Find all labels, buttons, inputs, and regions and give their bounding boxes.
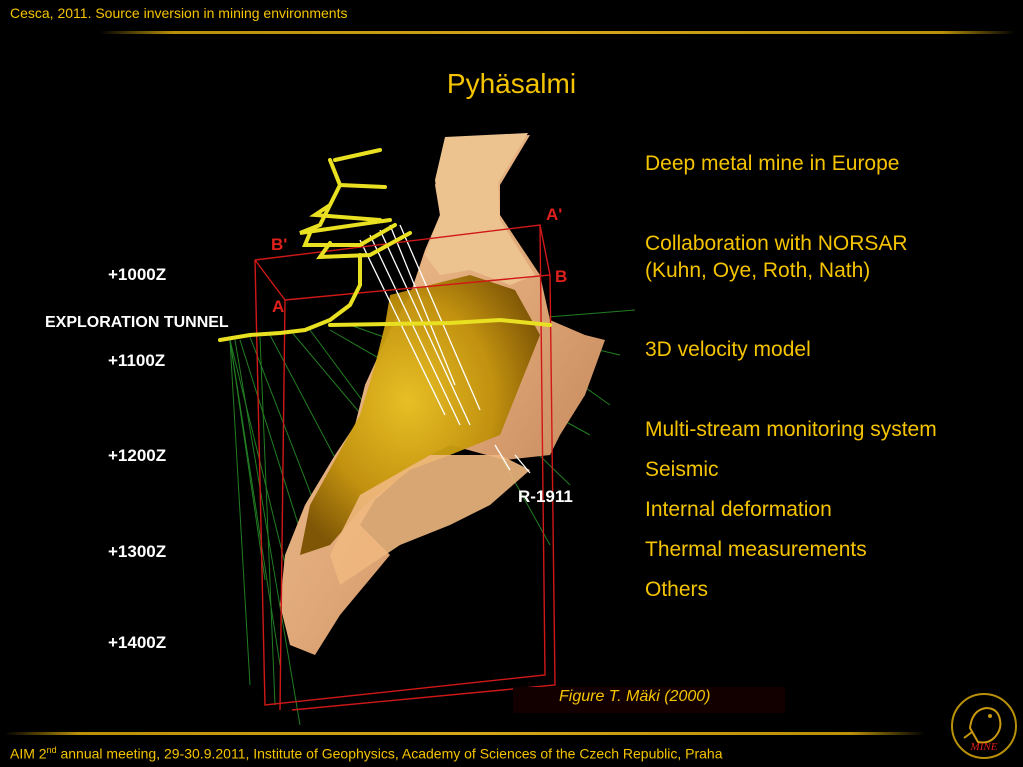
page-title: Pyhäsalmi [446,68,577,99]
bullet-item: Others [645,578,709,601]
footer-rest: annual meeting, 29-30.9.2011, Institute of Geophysics, Academy of Sciences of the Czech Republic, Praha [56,745,723,762]
ore-body-upper [425,133,535,285]
bullet-item: (Kuhn, Oye, Roth, Nath) [645,259,871,282]
bullet-item: Thermal measurements [645,538,867,561]
bird-logo-icon [950,692,1018,760]
bullet-item: Seismic [645,458,719,481]
depth-label-1300: +1300Z [108,542,167,561]
bullet-item: Deep metal mine in Europe [645,152,900,175]
bullet-item: Collaboration with NORSAR [645,232,908,255]
depth-label-1400: +1400Z [108,633,167,652]
section-label-b-prime: B' [271,235,288,254]
header-rule [100,31,1015,34]
figure-caption-text: Figure T. Mäki (2000) [559,688,711,705]
borehole-label: R-1911 [518,487,573,506]
bullet-item: Multi-stream monitoring system [645,418,937,441]
section-label-a-prime: A' [546,205,563,224]
footer-rule [5,732,925,735]
depth-label-1000: +1000Z [108,265,167,284]
depth-label-1200: +1200Z [108,446,167,465]
footer-prefix: AIM 2 [10,745,47,762]
exploration-tunnel-label: EXPLORATION TUNNEL [45,314,229,331]
section-label-b: B [555,267,568,286]
bullet-item: 3D velocity model [645,338,811,361]
figure-caption [513,687,785,713]
footer-text [10,745,723,762]
logo-text: MINE [970,741,998,753]
bullet-item: Internal deformation [645,498,832,521]
depth-label-1100: +1100Z [108,351,166,370]
section-label-a: A [272,297,285,316]
header-citation: Cesca, 2011. Source inversion in mining environments [10,5,348,21]
footer-sup: nd [46,745,57,755]
